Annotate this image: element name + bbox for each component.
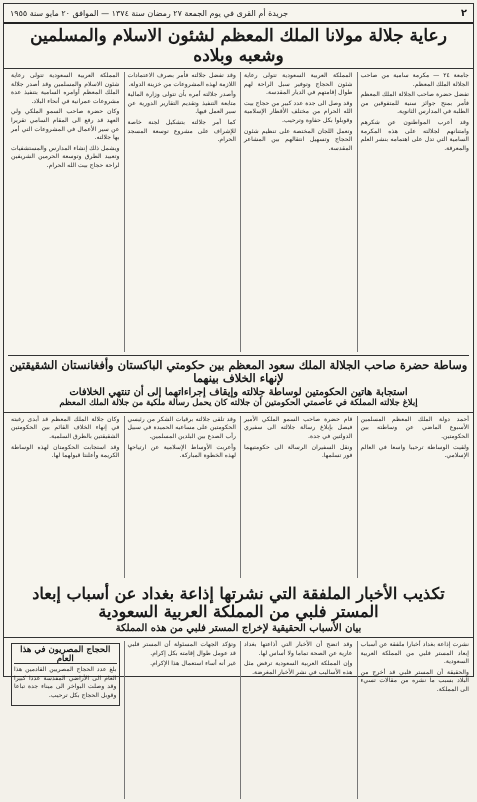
article-mediation	[4, 356, 473, 581]
paragraph: جامعة ٢٤ — مكرمة سامية من صاحب الجلالة الملك المعظم.	[360, 72, 470, 88]
paragraph: تفضل حضرة صاحب الجلالة الملك المعظم فأمر بمنح جوائز سنية للمتفوقين من الطلبة في المدارس الثانوية.	[360, 91, 469, 116]
article-2-body	[4, 413, 473, 581]
paragraph: قام حضرة صاحب السمو الملكي الأمير فيصل بإبلاغ رسالة جلالته الى سفيري الدولتين في جدة.	[244, 415, 353, 440]
article-3-column	[240, 641, 353, 799]
paragraph: المملكة العربية السعودية تتولى رعاية شئون الاسلام والمسلمين وقد أصدر جلالة الملك المعظم أوامره السامية بتنفيذ عدة مشروعات عمرانية في أنحاء البلاد.	[11, 72, 120, 105]
paragraph: أحمد دولة الملك المعظم المسلمين الأسبوع الماضي عن وساطته بين الحكومتين.	[360, 415, 469, 440]
paragraph: وكان جلالة الملك المعظم قد أبدى رغبته في إنهاء الخلاف القائم بين الحكومتين الشقيقتين بالطرق السلمية.	[11, 415, 120, 440]
masthead	[4, 4, 473, 24]
pilgrims-column	[8, 641, 120, 799]
paragraph: وتعمل اللجان المختصة على تنظيم شئون الحجاج وتسهيل انتقالهم بين المشاعر المقدسة.	[244, 127, 353, 152]
article-1-column	[124, 72, 237, 352]
article-2-column	[357, 416, 470, 578]
paragraph: وقد تلقى جلالته برقيات الشكر من رئيسي الحكومتين على مساعيه الحميدة في سبيل رأب الصدع بين البلدين المسلمين.	[127, 415, 236, 440]
paragraph: وإن المملكة العربية السعودية ترفض مثل هذه الأساليب في نشر الأخبار المغرضة.	[244, 660, 353, 676]
article-3-headline: تكذيب الأخبار الملفقة التي نشرتها إذاعة بغداد عن أسباب إبعاد المستر فلبي من المملكة العربية السعودية	[32, 583, 445, 622]
paragraph: غير أنه أساء استعمال هذا الإكرام.	[150, 660, 236, 668]
article-royal-care	[4, 24, 473, 355]
article-2-column	[124, 416, 237, 578]
page-number: ٢	[460, 7, 467, 19]
paragraph: نشرت إذاعة بغداد أخبارا ملفقة عن أسباب إبعاد المستر فلبي من المملكة العربية السعودية.	[360, 641, 469, 666]
newspaper-page	[3, 3, 474, 700]
article-philby	[4, 581, 473, 802]
article-3-subheadline: بيان الأسباب الحقيقية لإخراج المستر فلبي من هذه المملكة	[4, 622, 473, 639]
paragraph: كما أمر جلالته بتشكيل لجنة خاصة للإشراف على مشروع توسعة المسجد الحرام.	[127, 119, 236, 144]
paragraph: وقد تفضل جلالته فأمر بصرف الاعتمادات اللازمة لهذه المشروعات من خزينة الدولة.	[127, 72, 236, 88]
article-2-subheadline: استجابة هاتين الحكومتين لوساطة جلالته وإيقاف إجراءاتهما إلى أن تنتهي الخلافات	[69, 386, 408, 398]
pilgrims-title: الحجاج المصريون في هذا العام	[14, 646, 117, 664]
paragraph: ويشمل ذلك إنشاء المدارس والمستشفيات وتعبيد الطرق وتوسعة الحرمين الشريفين لراحة حجاج بيت الله الحرام.	[11, 144, 120, 170]
article-3-column	[124, 641, 237, 799]
paragraph: وقد وصل الى جدة عدد كبير من حجاج بيت الله الحرام من مختلف الأقطار الإسلامية وقوبلوا بكل حفاوة وترحيب.	[244, 99, 353, 125]
paragraph: بلغ عدد الحجاج المصريين القادمين هذا العام الى الأراضي المقدسة عددا كبيرا وقد وصلت البواخر الى ميناء جدة تباعا وقوبل الحجاج بكل ترحيب.	[14, 666, 117, 700]
paragraph: وقد استجابت الحكومتان لهذه الوساطة الكريمة وأعلنتا قبولهما لها.	[11, 443, 120, 460]
paragraph: وقد أعرب المواطنون عن شكرهم وامتنانهم لجلالته على هذه المكرمة السامية التي تدل على اهتمامه بنشر العلم والمعرفة.	[360, 119, 469, 152]
paragraph: وكان حضرة صاحب السمو الملكي ولي العهد قد رفع الى المقام السامي تقريرا عن سير الأعمال في المشروعات التي أمر بها جلالته.	[11, 108, 120, 142]
paragraph: ولقيت الوساطة ترحيبا واسعا في العالم الإسلامي.	[360, 443, 469, 460]
date-line: جريدة أم القرى في يوم الجمعة ٢٧ رمضان سنة ١٣٧٤ — الموافق ٢٠ مايو سنة ١٩٥٥	[10, 8, 289, 18]
article-3-body	[4, 638, 473, 802]
paragraph: وقد اتضح أن الأخبار التي أذاعتها بغداد عارية عن الصحة تماما ولا أساس لها.	[244, 641, 353, 657]
paragraph: وأعربت الأوساط الإسلامية عن ارتياحها لهذه الخطوة المباركة.	[127, 443, 236, 460]
article-1-column	[240, 72, 353, 352]
article-2-subheadline-2: إبلاغ جلالته المملكة في عاصمتي الحكومتين أن جلالته كان يحمل رسالة ملكية من جلالة الملك المعظم	[4, 399, 473, 413]
article-2-column	[240, 416, 353, 578]
pilgrims-box	[11, 643, 120, 706]
article-3-column	[357, 641, 470, 799]
paragraph: المملكة العربية السعودية تتولى رعاية شئون الحجاج وتوفير سبل الراحة لهم طوال إقامتهم في الديار المقدسة.	[244, 72, 353, 97]
paragraph: وأصدر جلالته أمره بأن تتولى وزارة المالية متابعة التنفيذ وتقديم التقارير الدورية عن سير العمل فيها.	[127, 91, 236, 116]
article-1-body	[4, 69, 473, 355]
paragraph: والحقيقة أن المستر فلبي قد أخرج من البلاد بسبب ما نشره من مقالات تسيء الى المملكة.	[360, 668, 469, 694]
article-2-headline: وساطة حضرة صاحب الجلالة الملك سعود المعظم بين حكومتي الباكستان وأفغانستان الشقيقتين لإنهاء الخلاف بينهما	[9, 358, 468, 386]
paragraph: ونقل السفيران الرسالة الى حكومتيهما فور تسلمها.	[244, 443, 353, 460]
article-2-column	[8, 416, 120, 578]
article-1-headline: رعاية جلالة مولانا الملك المعظم لشئون الاسلام والمسلمين وشعبه وبلاده	[4, 24, 473, 69]
article-1-column	[8, 72, 120, 352]
paragraph: وتؤكد الجهات المسئولة أن المستر فلبي قد عومل طوال إقامته بكل إكرام.	[127, 641, 236, 657]
article-1-column	[357, 72, 470, 352]
